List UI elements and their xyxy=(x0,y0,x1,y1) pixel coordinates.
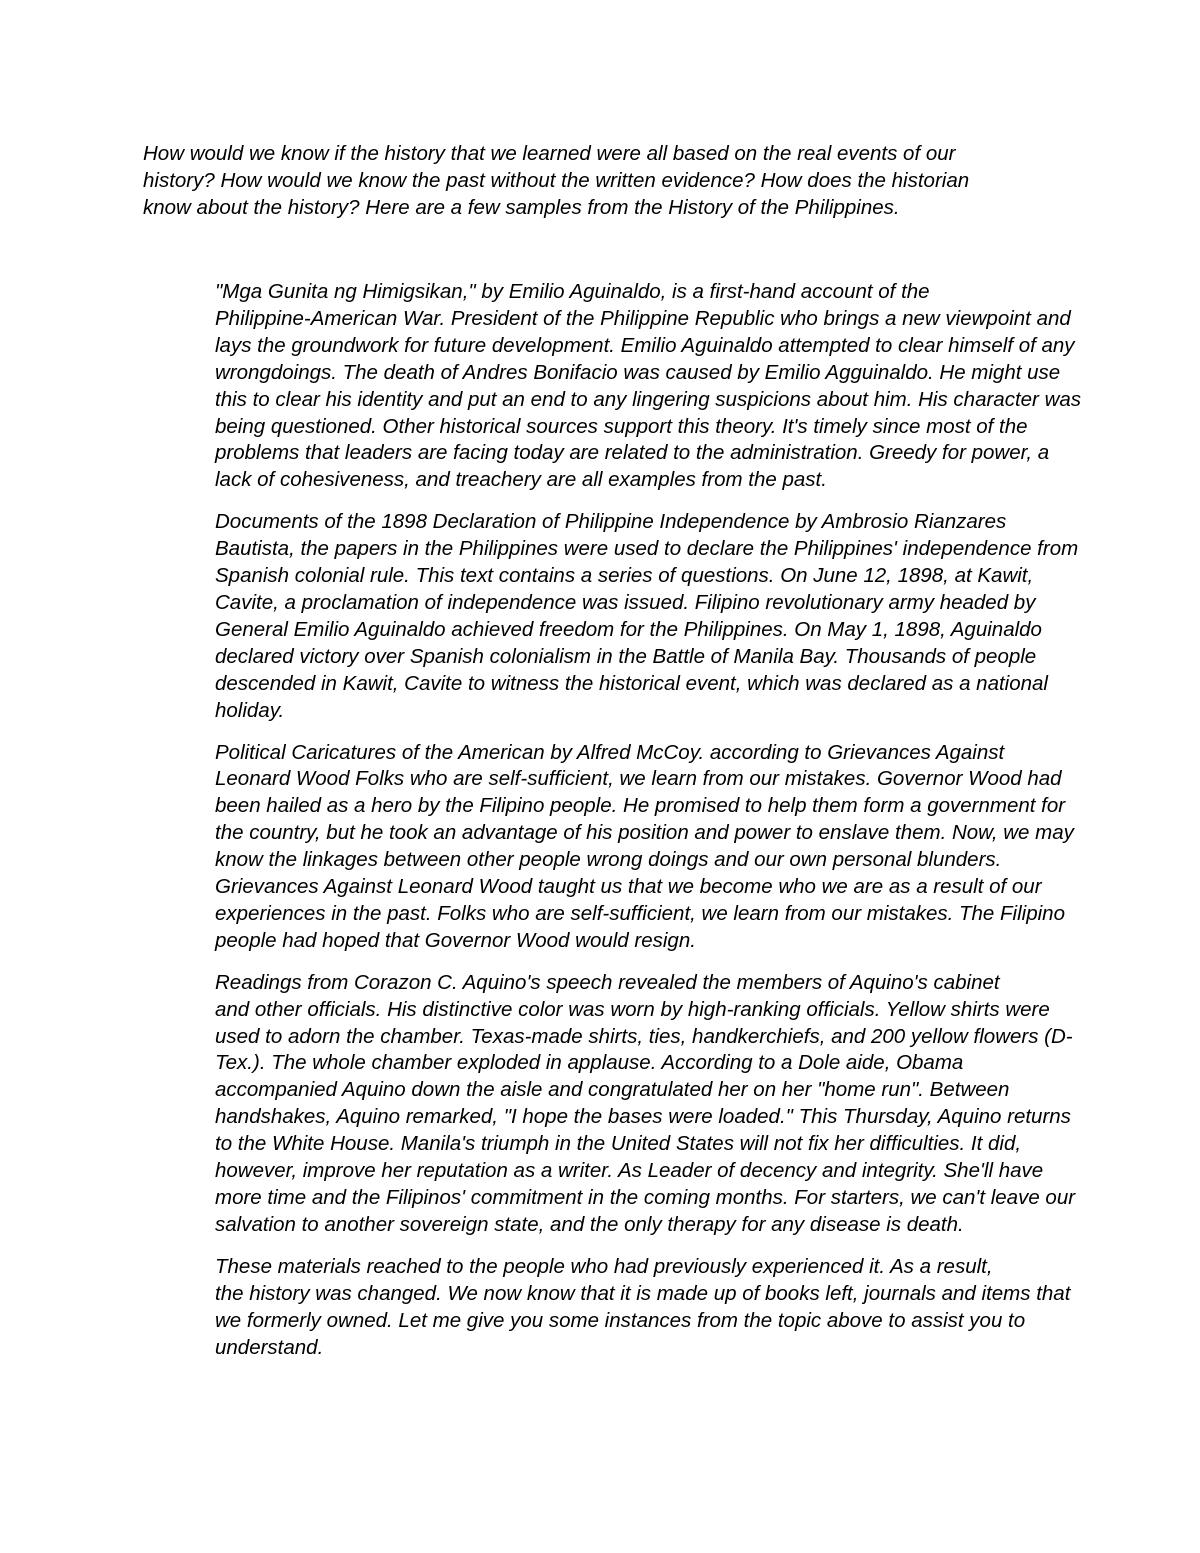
body-block xyxy=(143,279,1082,1376)
text-line: know about the history? Here are a few samples from the History of the Philippines. xyxy=(143,195,900,219)
text-line: Grievances Against Leonard Wood taught us that we become who we are as a result of our xyxy=(215,875,1042,899)
text-line: problems that leaders are facing today are related to the administration. Greedy for power, a xyxy=(215,441,1050,465)
text-line: salvation to another sovereign state, and the only therapy for any disease is death. xyxy=(215,1212,964,1236)
text-line: this to clear his identity and put an end to any lingering suspicions about him. His character was xyxy=(215,387,1082,411)
text-line: however, improve her reputation as a writer. As Leader of decency and integrity. She'll have xyxy=(215,1159,1044,1183)
text-line: accompanied Aquino down the aisle and congratulated her on her "home run". Between xyxy=(215,1078,1010,1102)
intro-block xyxy=(143,141,1063,222)
paragraph-conclusion xyxy=(143,1254,1071,1362)
paragraph-aguinaldo xyxy=(143,279,1082,494)
text-line: understand. xyxy=(215,1335,324,1359)
text-line: holiday. xyxy=(215,698,285,722)
text-line: Spanish colonial rule. This text contains a series of questions. On June 12, 1898, at Kawit, xyxy=(215,564,1034,588)
text-line: descended in Kawit, Cavite to witness the historical event, which was declared as a national xyxy=(215,671,1048,695)
text-line: How would we know if the history that we learned were all based on the real events of our xyxy=(143,142,956,165)
text-line: been hailed as a hero by the Filipino people. He promised to help them form a government for xyxy=(215,794,1066,818)
text-line: General Emilio Aguinaldo achieved freedom for the Philippines. On May 1, 1898, Aguinaldo xyxy=(215,617,1042,641)
text-line: lack of cohesiveness, and treachery are all examples from the past. xyxy=(215,468,827,492)
text-line: the history was changed. We now know that it is made up of books left, journals and items that xyxy=(215,1281,1071,1305)
text-line: These materials reached to the people who had previously experienced it. As a result, xyxy=(215,1254,993,1278)
text-line: wrongdoings. The death of Andres Bonifacio was caused by Emilio Agguinaldo. He might use xyxy=(215,360,1061,384)
text-line: declared victory over Spanish colonialism in the Battle of Manila Bay. Thousands of people xyxy=(215,644,1037,668)
text-line: Bautista, the papers in the Philippines were used to declare the Philippines' independence from xyxy=(215,537,1079,561)
text-line: "Mga Gunita ng Himigsikan," by Emilio Aguinaldo, is a first-hand account of the xyxy=(215,280,930,303)
text-line: Political Caricatures of the American by Alfred McCoy. according to Grievances Against xyxy=(215,740,1005,764)
intro-paragraph xyxy=(143,141,1063,222)
text-line: Philippine-American War. President of the Philippine Republic who brings a new viewpoint and xyxy=(215,306,1071,330)
text-line: Leonard Wood Folks who are self-sufficient, we learn from our mistakes. Governor Wood had xyxy=(215,767,1062,791)
text-line: Readings from Corazon C. Aquino's speech revealed the members of Aquino's cabinet xyxy=(215,970,1000,994)
text-line: to the White House. Manila's triumph in the United States will not fix her difficulties. It did, xyxy=(215,1132,1022,1156)
text-line: people had hoped that Governor Wood would resign. xyxy=(215,928,696,952)
text-line: being questioned. Other historical sources support this theory. It's timely since most of the xyxy=(215,414,1028,438)
text-line: handshakes, Aquino remarked, "I hope the bases were loaded." This Thursday, Aquino returns xyxy=(215,1105,1071,1129)
text-line: history? How would we know the past without the written evidence? How does the historian xyxy=(143,168,970,192)
text-line: more time and the Filipinos' commitment in the coming months. For starters, we can't leave our xyxy=(215,1186,1076,1209)
paragraph-declaration xyxy=(143,509,1079,724)
text-line: Tex.). The whole chamber exploded in applause. According to a Dole aide, Obama xyxy=(215,1051,964,1075)
text-line: experiences in the past. Folks who are self-sufficient, we learn from our mistakes. The Filipino xyxy=(215,901,1065,925)
text-line: know the linkages between other people wrong doings and our own personal blunders. xyxy=(215,848,1002,872)
text-line: used to adorn the chamber. Texas-made shirts, ties, handkerchiefs, and 200 yellow flowers (D- xyxy=(215,1024,1073,1048)
text-line: and other officials. His distinctive color was worn by high-ranking officials. Yellow shirts were xyxy=(215,997,1050,1021)
text-line: we formerly owned. Let me give you some instances from the topic above to assist you to xyxy=(215,1308,1026,1332)
text-line: the country, but he took an advantage of his position and power to enslave them. Now, we may xyxy=(215,821,1074,845)
paragraph-aquino-speech xyxy=(143,970,1076,1239)
text-line: Cavite, a proclamation of independence was issued. Filipino revolutionary army headed by xyxy=(215,590,1036,614)
text-line: Documents of the 1898 Declaration of Philippine Independence by Ambrosio Rianzares xyxy=(215,510,1007,534)
paragraph-caricatures xyxy=(143,740,1074,955)
text-line: lays the groundwork for future development. Emilio Aguinaldo attempted to clear himself of any xyxy=(215,333,1075,357)
